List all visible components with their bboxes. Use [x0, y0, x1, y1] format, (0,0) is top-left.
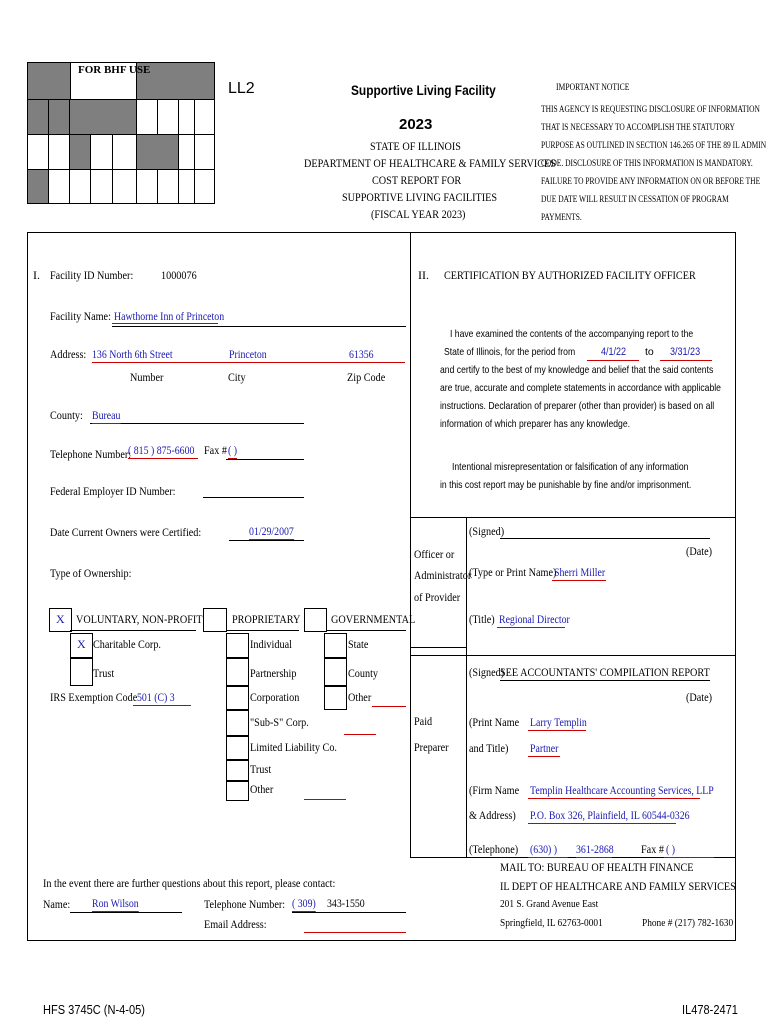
email-field[interactable]	[304, 932, 406, 933]
grid-cell	[157, 169, 179, 204]
grid-cell	[194, 134, 215, 170]
date-certified-field[interactable]	[229, 524, 304, 541]
cert-line-2: State of Illinois, for the period from	[444, 346, 576, 358]
section-2-title: CERTIFICATION BY AUTHORIZED FACILITY OFFICER	[444, 268, 696, 282]
grid-cell	[27, 169, 49, 204]
sub-s-checkbox[interactable]	[226, 710, 249, 736]
contact-phone-field[interactable]	[292, 896, 406, 913]
preparer-title-field[interactable]	[528, 741, 560, 757]
officer-name-label: (Type or Print Name)	[469, 565, 557, 579]
individual-label: Individual	[250, 637, 292, 651]
officer-label-1: Officer or	[414, 547, 455, 561]
mail-to-line-1: MAIL TO: BUREAU OF HEALTH FINANCE	[500, 860, 694, 874]
city-caption: City	[228, 370, 246, 384]
officer-title-label: (Title)	[469, 612, 495, 626]
sub-s-label: "Sub-S" Corp.	[250, 715, 309, 729]
cert-line-4: are true, accurate and complete statements in accordance with applicable	[440, 382, 721, 394]
llc-checkbox[interactable]	[226, 736, 249, 760]
county-value: Bureau	[92, 408, 121, 422]
prop-other-checkbox[interactable]	[226, 781, 249, 801]
preparer-name-value: Larry Templin	[530, 715, 587, 729]
prop-trust-label: Trust	[250, 762, 272, 776]
cert-line-3: and certify to the best of my knowledge and belief that the said contents	[440, 364, 714, 376]
grid-cell	[112, 134, 137, 170]
preparer-phone-area: (630) )	[530, 842, 558, 856]
proprietary-checkbox[interactable]	[203, 608, 227, 632]
firm-name-value: Templin Healthcare Accounting Services, LLP	[530, 783, 714, 797]
voluntary-label: VOLUNTARY, NON-PROFIT	[76, 612, 203, 626]
charitable-checkbox[interactable]	[70, 633, 93, 658]
cert-line-5: instructions. Declaration of preparer (other than provider) is based on all	[440, 400, 715, 412]
report-title-2: SUPPORTIVE LIVING FACILITIES	[342, 190, 498, 204]
officer-label-3: of Provider	[414, 590, 461, 604]
preparer-phone-area-field[interactable]	[528, 842, 568, 858]
form-code: LL2	[228, 80, 255, 97]
governmental-checkbox[interactable]	[304, 608, 327, 632]
grid-cell	[27, 62, 71, 100]
facility-name-label: Facility Name:	[50, 309, 111, 323]
preparer-fax-value: ( )	[666, 842, 676, 856]
grid-cell	[194, 169, 215, 204]
irs-code-field[interactable]	[133, 690, 191, 706]
facility-id-value: 1000076	[161, 268, 197, 282]
street-field[interactable]	[92, 347, 227, 363]
prop-other-label: Other	[250, 782, 274, 796]
grid-cell	[136, 134, 179, 170]
city-field[interactable]	[227, 347, 347, 363]
prop-other-field[interactable]	[304, 787, 346, 800]
individual-checkbox[interactable]	[226, 633, 249, 658]
trust-label: Trust	[93, 666, 115, 680]
contact-phone-label: Telephone Number:	[204, 897, 286, 911]
sub-s-detail-field[interactable]	[344, 722, 376, 735]
fax-label: Fax #	[204, 443, 227, 457]
fein-label: Federal Employer ID Number:	[50, 484, 176, 498]
mail-to-line-2: IL DEPT OF HEALTHCARE AND FAMILY SERVICES	[500, 879, 736, 893]
cert-line-1: I have examined the contents of the accompanying report to the	[450, 328, 694, 340]
fax-field[interactable]	[226, 443, 304, 460]
form-id: IL478-2471	[682, 1002, 738, 1017]
period-to-value: 3/31/23	[670, 346, 701, 358]
address-label: Address:	[50, 347, 87, 361]
date-certified-label: Date Current Owners were Certified:	[50, 525, 202, 539]
contact-phone-value: 343-1550	[327, 896, 365, 910]
facility-name-value: Hawthorne Inn of Princeton	[114, 309, 225, 323]
notice-line: CODE. DISCLOSURE OF THIS INFORMATION IS MANDATORY.	[541, 158, 753, 168]
cert-line-6: information of which preparer has any knowledge.	[440, 418, 631, 430]
charitable-check-mark: X	[77, 637, 86, 651]
firm-name-label: (Firm Name	[469, 783, 520, 797]
officer-signature-field[interactable]	[500, 538, 710, 539]
grid-cell	[69, 99, 137, 135]
corporation-checkbox[interactable]	[226, 686, 249, 710]
county-label: County:	[50, 408, 83, 422]
officer-title-value: Regional Director	[499, 612, 570, 626]
preparer-signed-value: SEE ACCOUNTANTS' COMPILATION REPORT	[500, 665, 710, 679]
county-checkbox[interactable]	[324, 658, 347, 686]
preparer-label-2: Preparer	[414, 740, 449, 754]
proprietary-underline	[226, 630, 299, 631]
voluntary-check-mark: X	[56, 612, 65, 626]
state-checkbox[interactable]	[324, 633, 347, 658]
grid-cell	[48, 99, 70, 135]
facility-id-label: Facility ID Number:	[50, 268, 134, 282]
number-caption: Number	[130, 370, 164, 384]
telephone-label: Telephone Number:	[50, 447, 132, 461]
notice-line: THIS AGENCY IS REQUESTING DISCLOSURE OF INFORMATION	[541, 104, 760, 114]
officer-date-label: (Date)	[686, 544, 713, 558]
preparer-phone-field[interactable]	[576, 842, 612, 858]
grid-cell	[157, 99, 179, 135]
section-1-numeral: I.	[33, 268, 40, 282]
contact-name-field[interactable]	[70, 896, 182, 913]
preparer-signed-label: (Signed)	[469, 665, 505, 679]
partnership-checkbox[interactable]	[226, 658, 249, 686]
corporation-label: Corporation	[250, 690, 300, 704]
grid-cell	[48, 134, 70, 170]
proprietary-label: PROPRIETARY	[232, 612, 301, 626]
preparer-telephone-label: (Telephone)	[469, 842, 519, 856]
contact-name-label: Name:	[43, 897, 71, 911]
report-year: 2023	[399, 116, 433, 133]
contact-phone-area: ( 309)	[292, 896, 316, 910]
prop-trust-checkbox[interactable]	[226, 760, 249, 781]
llc-label: Limited Liability Co.	[250, 740, 337, 754]
state-label: State	[348, 637, 369, 651]
preparer-box-top	[410, 655, 735, 656]
state-title: STATE OF ILLINOIS	[370, 139, 461, 153]
ownership-label: Type of Ownership:	[50, 566, 132, 580]
notice-line: DUE DATE WILL RESULT IN CESSATION OF PROGRAM	[541, 194, 729, 204]
grid-cell	[178, 99, 195, 135]
officer-box-divider	[410, 647, 466, 648]
period-to-label: to	[645, 346, 654, 358]
voluntary-underline	[70, 630, 196, 631]
facility-type-title: Supportive Living Facility	[351, 82, 496, 98]
zip-value: 61356	[349, 347, 374, 361]
notice-line: PAYMENTS.	[541, 212, 582, 222]
governmental-underline	[326, 630, 406, 631]
gov-other-checkbox[interactable]	[324, 686, 347, 710]
notice-line: PURPOSE AS OUTLINED IN SECTION 146.265 OF THE 89 IL ADMIN	[541, 140, 767, 150]
notice-line: THAT IS NECESSARY TO ACCOMPLISH THE STATUTORY	[541, 122, 735, 132]
report-title-1: COST REPORT FOR	[372, 173, 462, 187]
charitable-label: Charitable Corp.	[93, 637, 161, 651]
voluntary-checkbox[interactable]	[49, 608, 72, 632]
notice-title: IMPORTANT NOTICE	[556, 82, 630, 92]
fax-value: ( )	[228, 443, 238, 457]
preparer-name-field[interactable]	[528, 715, 586, 731]
form-number: HFS 3745C (N-4-05)	[43, 1002, 145, 1017]
grid-cell	[48, 169, 70, 204]
trust-checkbox[interactable]	[70, 658, 93, 686]
firm-name-field[interactable]	[528, 783, 714, 799]
officer-label-2: Administrator	[414, 568, 472, 582]
officer-signed-label: (Signed)	[469, 524, 505, 538]
preparer-fax-field[interactable]	[664, 842, 714, 858]
grid-cell	[27, 99, 49, 135]
preparer-signature-field[interactable]	[500, 680, 710, 681]
contact-name-value: Ron Wilson	[92, 896, 139, 910]
mail-to-line-3: 201 S. Grand Avenue East	[500, 898, 599, 910]
period-to-field[interactable]	[660, 346, 712, 361]
preparer-print-name-label: (Print Name	[469, 715, 520, 729]
date-certified-value: 01/29/2007	[249, 524, 294, 538]
section-divider	[410, 232, 411, 858]
warning-line-1: Intentional misrepresentation or falsification of any information	[452, 461, 689, 473]
gov-other-field[interactable]	[372, 694, 406, 707]
partnership-label: Partnership	[250, 666, 297, 680]
mail-to-line-4: Springfield, IL 62763-0001	[500, 917, 603, 929]
officer-name-field[interactable]	[552, 565, 606, 581]
telephone-value: ( 815 ) 875-6600	[128, 443, 195, 457]
officer-title-field[interactable]	[497, 612, 570, 628]
grid-cell	[69, 134, 91, 170]
warning-line-2: in this cost report may be punishable by fine and/or imprisonment.	[440, 479, 692, 491]
firm-address-value: P.O. Box 326, Plainfield, IL 60544-0326	[530, 808, 690, 822]
firm-address-label: & Address)	[469, 808, 516, 822]
preparer-fax-label: Fax #	[641, 842, 664, 856]
grid-cell	[27, 134, 49, 170]
section-2-numeral: II.	[418, 268, 429, 282]
street-value: 136 North 6th Street	[92, 347, 173, 361]
grid-cell	[194, 99, 215, 135]
governmental-label: GOVERNMENTAL	[331, 612, 416, 626]
grid-cell	[90, 134, 113, 170]
facility-name-line	[112, 326, 406, 327]
county-field[interactable]	[90, 408, 304, 424]
grid-cell	[136, 99, 158, 135]
officer-box-top	[410, 517, 735, 518]
grid-cell	[69, 169, 91, 204]
firm-address-field[interactable]	[528, 808, 690, 824]
gov-other-label: Other	[348, 690, 372, 704]
contact-intro: In the event there are further questions about this report, please contact:	[43, 876, 336, 890]
preparer-date-label: (Date)	[686, 690, 713, 704]
preparer-title-value: Partner	[530, 741, 559, 755]
irs-code-value: 501 (C) 3	[137, 690, 175, 704]
zip-caption: Zip Code	[347, 370, 386, 384]
city-value: Princeton	[229, 347, 267, 361]
notice-line: FAILURE TO PROVIDE ANY INFORMATION ON OR BEFORE THE	[541, 176, 761, 186]
notice-body	[541, 100, 766, 226]
grid-cell	[178, 134, 195, 170]
gov-county-label: County	[348, 666, 379, 680]
mail-phone: Phone # (217) 782-1630	[642, 917, 734, 929]
period-from-value: 4/1/22	[601, 346, 627, 358]
email-label: Email Address:	[204, 917, 267, 931]
telephone-field[interactable]	[128, 443, 198, 459]
fiscal-year: (FISCAL YEAR 2023)	[371, 207, 466, 221]
grid-cell	[90, 169, 113, 204]
grid-cell	[112, 169, 137, 204]
department-title: DEPARTMENT OF HEALTHCARE & FAMILY SERVICES	[304, 156, 556, 170]
period-from-field[interactable]	[587, 346, 639, 361]
officer-name-value: Sherri Miller	[554, 565, 606, 579]
preparer-phone-value: 361-2868	[576, 842, 614, 856]
zip-field[interactable]	[347, 347, 405, 363]
facility-name-field[interactable]	[112, 309, 225, 324]
bhf-use-label: FOR BHF USE	[78, 64, 151, 76]
fein-field[interactable]	[203, 497, 304, 498]
irs-label: IRS Exemption Code	[50, 690, 138, 704]
preparer-title-label: and Title)	[469, 741, 509, 755]
preparer-label-1: Paid	[414, 714, 433, 728]
grid-cell	[178, 169, 195, 204]
grid-cell	[136, 169, 158, 204]
